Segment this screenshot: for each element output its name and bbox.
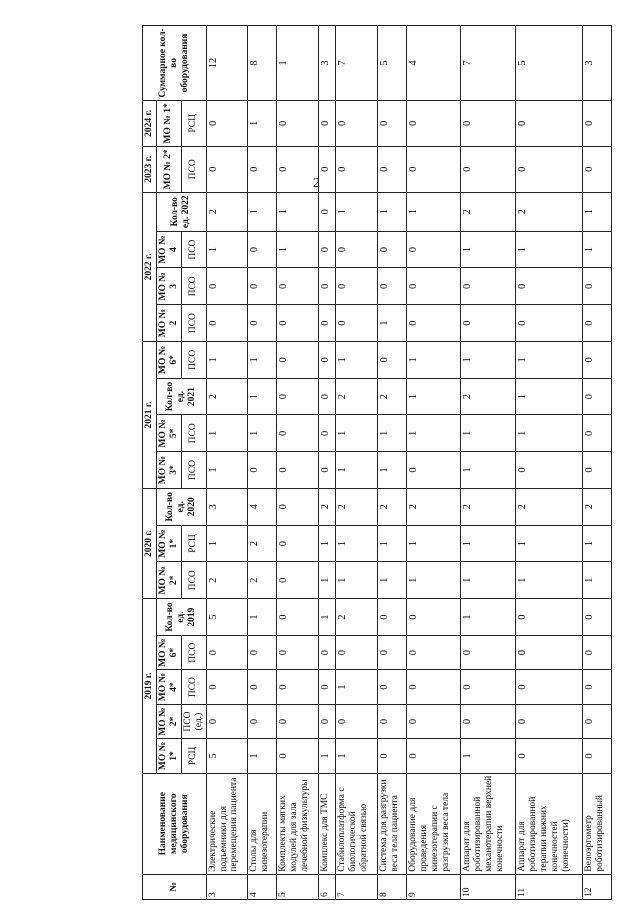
value-cell: 3 — [206, 488, 248, 525]
value-cell: 1 — [515, 525, 582, 562]
equipment-name: Комплекты мягких модулей для зала лечебной физкультуры — [277, 773, 319, 874]
value-cell: 0 — [461, 635, 515, 669]
total-cell: 5 — [378, 26, 407, 101]
value-cell: 0 — [318, 415, 336, 452]
value-cell: 0 — [407, 635, 461, 669]
mo2-2022: МО № 2 — [156, 305, 181, 342]
value-cell: 1 — [318, 599, 336, 636]
rotated-table-wrapper — [142, 25, 612, 900]
value-cell: 1 — [277, 192, 319, 231]
value-cell: 2 — [206, 378, 248, 415]
mo2-2023: МО № 2* — [156, 146, 181, 192]
value-cell: 1 — [407, 192, 461, 231]
value-cell: 0 — [277, 525, 319, 562]
row-number: 11 — [515, 874, 582, 899]
value-cell: 1 — [318, 739, 336, 773]
value-cell: 1 — [461, 599, 515, 636]
value-cell: 1 — [248, 192, 277, 231]
total-cell: 3 — [582, 26, 611, 101]
value-cell: 0 — [582, 635, 611, 669]
value-cell: 2 — [378, 488, 407, 525]
mo1-2020: МО № 1* — [156, 525, 181, 562]
total-cell: 7 — [461, 26, 515, 101]
value-cell: 0 — [582, 305, 611, 342]
value-cell: 0 — [407, 670, 461, 704]
row-number: 4 — [248, 874, 277, 899]
value-cell: 1 — [248, 739, 277, 773]
value-cell: 1 — [515, 341, 582, 378]
type-pso: ПСО — [181, 635, 206, 669]
value-cell: 0 — [378, 100, 407, 146]
value-cell: 0 — [206, 635, 248, 669]
value-cell: 1 — [336, 341, 378, 378]
value-cell: 0 — [378, 268, 407, 305]
type-pso: ПСО — [181, 268, 206, 305]
value-cell: 0 — [515, 305, 582, 342]
value-cell: 0 — [378, 635, 407, 669]
value-cell: 1 — [248, 599, 277, 636]
value-cell: 1 — [461, 562, 515, 599]
value-cell: 1 — [336, 670, 378, 704]
value-cell: 0 — [461, 670, 515, 704]
value-cell: 0 — [318, 146, 336, 192]
equipment-name: Комплекс для ТМС — [318, 773, 336, 874]
value-cell: 0 — [206, 146, 248, 192]
value-cell: 0 — [582, 268, 611, 305]
value-cell: 1 — [336, 739, 378, 773]
value-cell: 0 — [582, 415, 611, 452]
value-cell: 2 — [461, 488, 515, 525]
value-cell: 1 — [407, 562, 461, 599]
value-cell: 0 — [515, 635, 582, 669]
value-cell: 0 — [318, 378, 336, 415]
total-cell: 5 — [515, 26, 582, 101]
value-cell: 0 — [277, 452, 319, 489]
value-cell: 0 — [336, 231, 378, 268]
row-number: 8 — [378, 874, 407, 899]
value-cell: 0 — [582, 100, 611, 146]
value-cell: 0 — [206, 268, 248, 305]
row-number: 7 — [336, 874, 378, 899]
year-2022-header: 2022 г. — [143, 192, 157, 341]
total-cell: 3 — [318, 26, 336, 101]
value-cell: 1 — [378, 305, 407, 342]
table-row — [407, 26, 461, 900]
value-cell: 0 — [277, 100, 319, 146]
type-rsc: РСЦ — [181, 525, 206, 562]
mo1-2019: МО № 1* — [156, 739, 181, 773]
row-number: 12 — [582, 874, 611, 899]
mo3-2021: МО № 3* — [156, 452, 181, 489]
equipment-name: Аппарат для роботизированной терапии нижних конечностей (конечности) — [515, 773, 582, 874]
value-cell: 1 — [206, 415, 248, 452]
value-cell: 2 — [515, 488, 582, 525]
value-cell: 0 — [515, 670, 582, 704]
equipment-name: Система для разгрузки веса тела пациента — [378, 773, 407, 874]
value-cell: 0 — [248, 146, 277, 192]
type-pso: ПСО — [181, 305, 206, 342]
table-row — [515, 26, 582, 900]
value-cell: 0 — [407, 739, 461, 773]
value-cell: 0 — [318, 670, 336, 704]
year-2020-header: 2020 г. — [143, 488, 157, 598]
value-cell: 0 — [582, 599, 611, 636]
value-cell: 1 — [378, 452, 407, 489]
value-cell: 1 — [248, 100, 277, 146]
value-cell: 1 — [461, 525, 515, 562]
value-cell: 2 — [336, 378, 378, 415]
value-cell: 1 — [378, 562, 407, 599]
type-pso: ПСО — [181, 670, 206, 704]
mo3-2022: МО № 3 — [156, 268, 181, 305]
value-cell: 0 — [515, 452, 582, 489]
value-cell: 1 — [582, 231, 611, 268]
type-rsc: РСЦ — [181, 100, 206, 146]
table-row — [277, 26, 319, 900]
value-cell: 0 — [407, 599, 461, 636]
value-cell: 2 — [206, 192, 248, 231]
value-cell: 1 — [461, 739, 515, 773]
value-cell: 2 — [515, 192, 582, 231]
type-pso: ПСО — [181, 231, 206, 268]
total-cell: 7 — [336, 26, 378, 101]
type-pso: ПСО — [181, 341, 206, 378]
equipment-name: Электрические подъемники для перемещения пациента — [206, 773, 248, 874]
mo2-2020: МО № 2* — [156, 562, 181, 599]
total-cell: 1 — [277, 26, 319, 101]
value-cell: 0 — [407, 231, 461, 268]
value-cell: 0 — [318, 100, 336, 146]
value-cell: 0 — [407, 452, 461, 489]
value-cell: 0 — [407, 100, 461, 146]
value-cell: 1 — [461, 415, 515, 452]
value-cell: 0 — [582, 670, 611, 704]
mo1-2024: МО № 1* — [156, 100, 181, 146]
value-cell: 2 — [461, 192, 515, 231]
value-cell: 0 — [318, 268, 336, 305]
value-cell: 1 — [318, 525, 336, 562]
year-2021-header: 2021 г. — [143, 341, 157, 488]
value-cell: 0 — [378, 341, 407, 378]
value-cell: 0 — [277, 341, 319, 378]
value-cell: 2 — [461, 378, 515, 415]
equipment-name: Стабилоплатформа с биологической обратной связью — [336, 773, 378, 874]
total-cell: 4 — [407, 26, 461, 101]
cnt-2021: Кол-во ед. 2021 — [156, 378, 206, 415]
value-cell: 1 — [515, 231, 582, 268]
value-cell: 1 — [582, 562, 611, 599]
value-cell: 2 — [336, 488, 378, 525]
value-cell: 1 — [461, 341, 515, 378]
type-pso: ПСО — [181, 452, 206, 489]
value-cell: 0 — [277, 378, 319, 415]
value-cell: 0 — [336, 268, 378, 305]
value-cell: 1 — [461, 452, 515, 489]
value-cell: 1 — [515, 415, 582, 452]
value-cell: 1 — [336, 415, 378, 452]
cnt-2020: Кол-во ед. 2020 — [156, 488, 206, 525]
header-row-years — [143, 26, 157, 900]
year-2023-header: 2023 г. — [143, 146, 157, 192]
value-cell: 0 — [277, 635, 319, 669]
value-cell: 1 — [378, 525, 407, 562]
value-cell: 0 — [318, 635, 336, 669]
value-cell: 0 — [277, 488, 319, 525]
value-cell: 1 — [318, 562, 336, 599]
value-cell: 1 — [248, 378, 277, 415]
total-cell: 12 — [206, 26, 248, 101]
value-cell: 2 — [407, 488, 461, 525]
value-cell: 0 — [407, 704, 461, 738]
value-cell: 0 — [378, 231, 407, 268]
value-cell: 0 — [206, 305, 248, 342]
value-cell: 0 — [248, 670, 277, 704]
value-cell: 0 — [277, 704, 319, 738]
value-cell: 0 — [407, 268, 461, 305]
mo6-2019: МО № 6* — [156, 635, 181, 669]
value-cell: 1 — [336, 562, 378, 599]
table-stage — [142, 25, 612, 900]
value-cell: 0 — [318, 452, 336, 489]
value-cell: 0 — [461, 268, 515, 305]
cnt-2022: Кол-во ед. 2022 — [156, 192, 206, 231]
value-cell: 1 — [206, 452, 248, 489]
value-cell: 1 — [378, 415, 407, 452]
value-cell: 2 — [248, 525, 277, 562]
value-cell: 0 — [206, 100, 248, 146]
mo4-2022: МО № 4 — [156, 231, 181, 268]
value-cell: 2 — [248, 562, 277, 599]
value-cell: 0 — [336, 146, 378, 192]
table-body — [206, 26, 611, 900]
year-2024-header: 2024 г. — [143, 100, 157, 146]
value-cell: 1 — [206, 231, 248, 268]
value-cell: 0 — [515, 146, 582, 192]
value-cell: 0 — [515, 599, 582, 636]
value-cell: 0 — [515, 704, 582, 738]
value-cell: 0 — [515, 268, 582, 305]
value-cell: 0 — [248, 268, 277, 305]
col-no-header: № — [143, 874, 207, 899]
value-cell: 0 — [318, 192, 336, 231]
value-cell: 1 — [336, 192, 378, 231]
col-total-header: Суммарное кол-во оборудования — [143, 26, 207, 101]
value-cell: 0 — [407, 146, 461, 192]
value-cell: 1 — [336, 452, 378, 489]
value-cell: 1 — [582, 192, 611, 231]
type-rsc: РСЦ — [181, 739, 206, 773]
value-cell: 0 — [318, 305, 336, 342]
value-cell: 2 — [318, 488, 336, 525]
value-cell: 0 — [277, 305, 319, 342]
value-cell: 1 — [407, 415, 461, 452]
table-row — [336, 26, 378, 900]
row-number: 3 — [206, 874, 248, 899]
value-cell: 0 — [277, 415, 319, 452]
value-cell: 0 — [318, 704, 336, 738]
table-row — [318, 26, 336, 900]
row-number: 9 — [407, 874, 461, 899]
equipment-name: Велоэргометр роботизированный — [582, 773, 611, 874]
header-row-types — [181, 26, 206, 900]
value-cell: 0 — [461, 704, 515, 738]
header-row-orgs — [156, 26, 181, 900]
value-cell: 2 — [206, 562, 248, 599]
cnt-2019: Кол-во ед. 2019 — [156, 599, 206, 636]
value-cell: 1 — [461, 231, 515, 268]
value-cell: 2 — [378, 378, 407, 415]
value-cell: 0 — [318, 231, 336, 268]
value-cell: 1 — [515, 378, 582, 415]
value-cell: 0 — [248, 635, 277, 669]
value-cell: 0 — [407, 305, 461, 342]
col-name-header: Наименование медицинского оборудования — [143, 773, 207, 874]
value-cell: 0 — [461, 146, 515, 192]
mo2-2019: МО № 2* — [156, 704, 181, 738]
value-cell: 1 — [206, 341, 248, 378]
mo5-2021: МО № 5* — [156, 415, 181, 452]
value-cell: 0 — [206, 670, 248, 704]
value-cell: 1 — [378, 192, 407, 231]
mo6-2021: МО № 6* — [156, 341, 181, 378]
value-cell: 1 — [248, 415, 277, 452]
total-cell: 8 — [248, 26, 277, 101]
value-cell: 0 — [336, 704, 378, 738]
value-cell: 0 — [277, 670, 319, 704]
value-cell: 0 — [248, 231, 277, 268]
value-cell: 0 — [248, 305, 277, 342]
value-cell: 0 — [336, 100, 378, 146]
value-cell: 4 — [248, 488, 277, 525]
value-cell: 1 — [407, 525, 461, 562]
page-number: 2 — [313, 176, 320, 191]
value-cell: 0 — [277, 599, 319, 636]
value-cell: 0 — [206, 704, 248, 738]
row-number: 5 — [277, 874, 319, 899]
type-pso: ПСО — [181, 146, 206, 192]
value-cell: 0 — [582, 378, 611, 415]
value-cell: 0 — [248, 452, 277, 489]
value-cell: 0 — [277, 739, 319, 773]
value-cell: 0 — [582, 452, 611, 489]
equipment-name: Аппарат для роботизированной механотерапии верхней конечности — [461, 773, 515, 874]
type-pso-ed: ПСО (ед.) — [181, 704, 206, 738]
value-cell: 0 — [277, 562, 319, 599]
value-cell: 5 — [206, 739, 248, 773]
value-cell: 0 — [461, 100, 515, 146]
type-pso: ПСО — [181, 415, 206, 452]
table-row — [378, 26, 407, 900]
value-cell: 1 — [407, 378, 461, 415]
equipment-name: Оборудование для проведения кинезотерапии с разгрузки веса тела — [407, 773, 461, 874]
value-cell: 2 — [336, 599, 378, 636]
value-cell: 0 — [582, 704, 611, 738]
value-cell: 0 — [336, 305, 378, 342]
year-2019-header: 2019 г. — [143, 599, 157, 774]
value-cell: 0 — [248, 704, 277, 738]
value-cell: 0 — [378, 599, 407, 636]
equipment-table — [142, 25, 612, 900]
value-cell: 0 — [582, 146, 611, 192]
value-cell: 1 — [582, 525, 611, 562]
row-number: 6 — [318, 874, 336, 899]
table-row — [248, 26, 277, 900]
value-cell: 0 — [378, 146, 407, 192]
value-cell: 0 — [277, 268, 319, 305]
value-cell: 1 — [515, 562, 582, 599]
value-cell: 1 — [248, 341, 277, 378]
row-number: 10 — [461, 874, 515, 899]
value-cell: 1 — [336, 525, 378, 562]
value-cell: 1 — [407, 341, 461, 378]
table-row — [206, 26, 248, 900]
type-pso: ПСО — [181, 562, 206, 599]
value-cell: 0 — [336, 635, 378, 669]
value-cell: 2 — [582, 488, 611, 525]
value-cell: 0 — [277, 146, 319, 192]
value-cell: 0 — [582, 739, 611, 773]
value-cell: 5 — [206, 599, 248, 636]
value-cell: 0 — [378, 739, 407, 773]
table-row — [461, 26, 515, 900]
value-cell: 0 — [378, 670, 407, 704]
value-cell: 0 — [582, 341, 611, 378]
value-cell: 0 — [515, 100, 582, 146]
value-cell: 1 — [206, 525, 248, 562]
value-cell: 0 — [318, 341, 336, 378]
value-cell: 0 — [515, 739, 582, 773]
mo4-2019: МО № 4* — [156, 670, 181, 704]
value-cell: 1 — [277, 231, 319, 268]
value-cell: 0 — [378, 704, 407, 738]
value-cell: 0 — [461, 305, 515, 342]
table-row — [582, 26, 611, 900]
equipment-name: Столы для кинезотерапии — [248, 773, 277, 874]
